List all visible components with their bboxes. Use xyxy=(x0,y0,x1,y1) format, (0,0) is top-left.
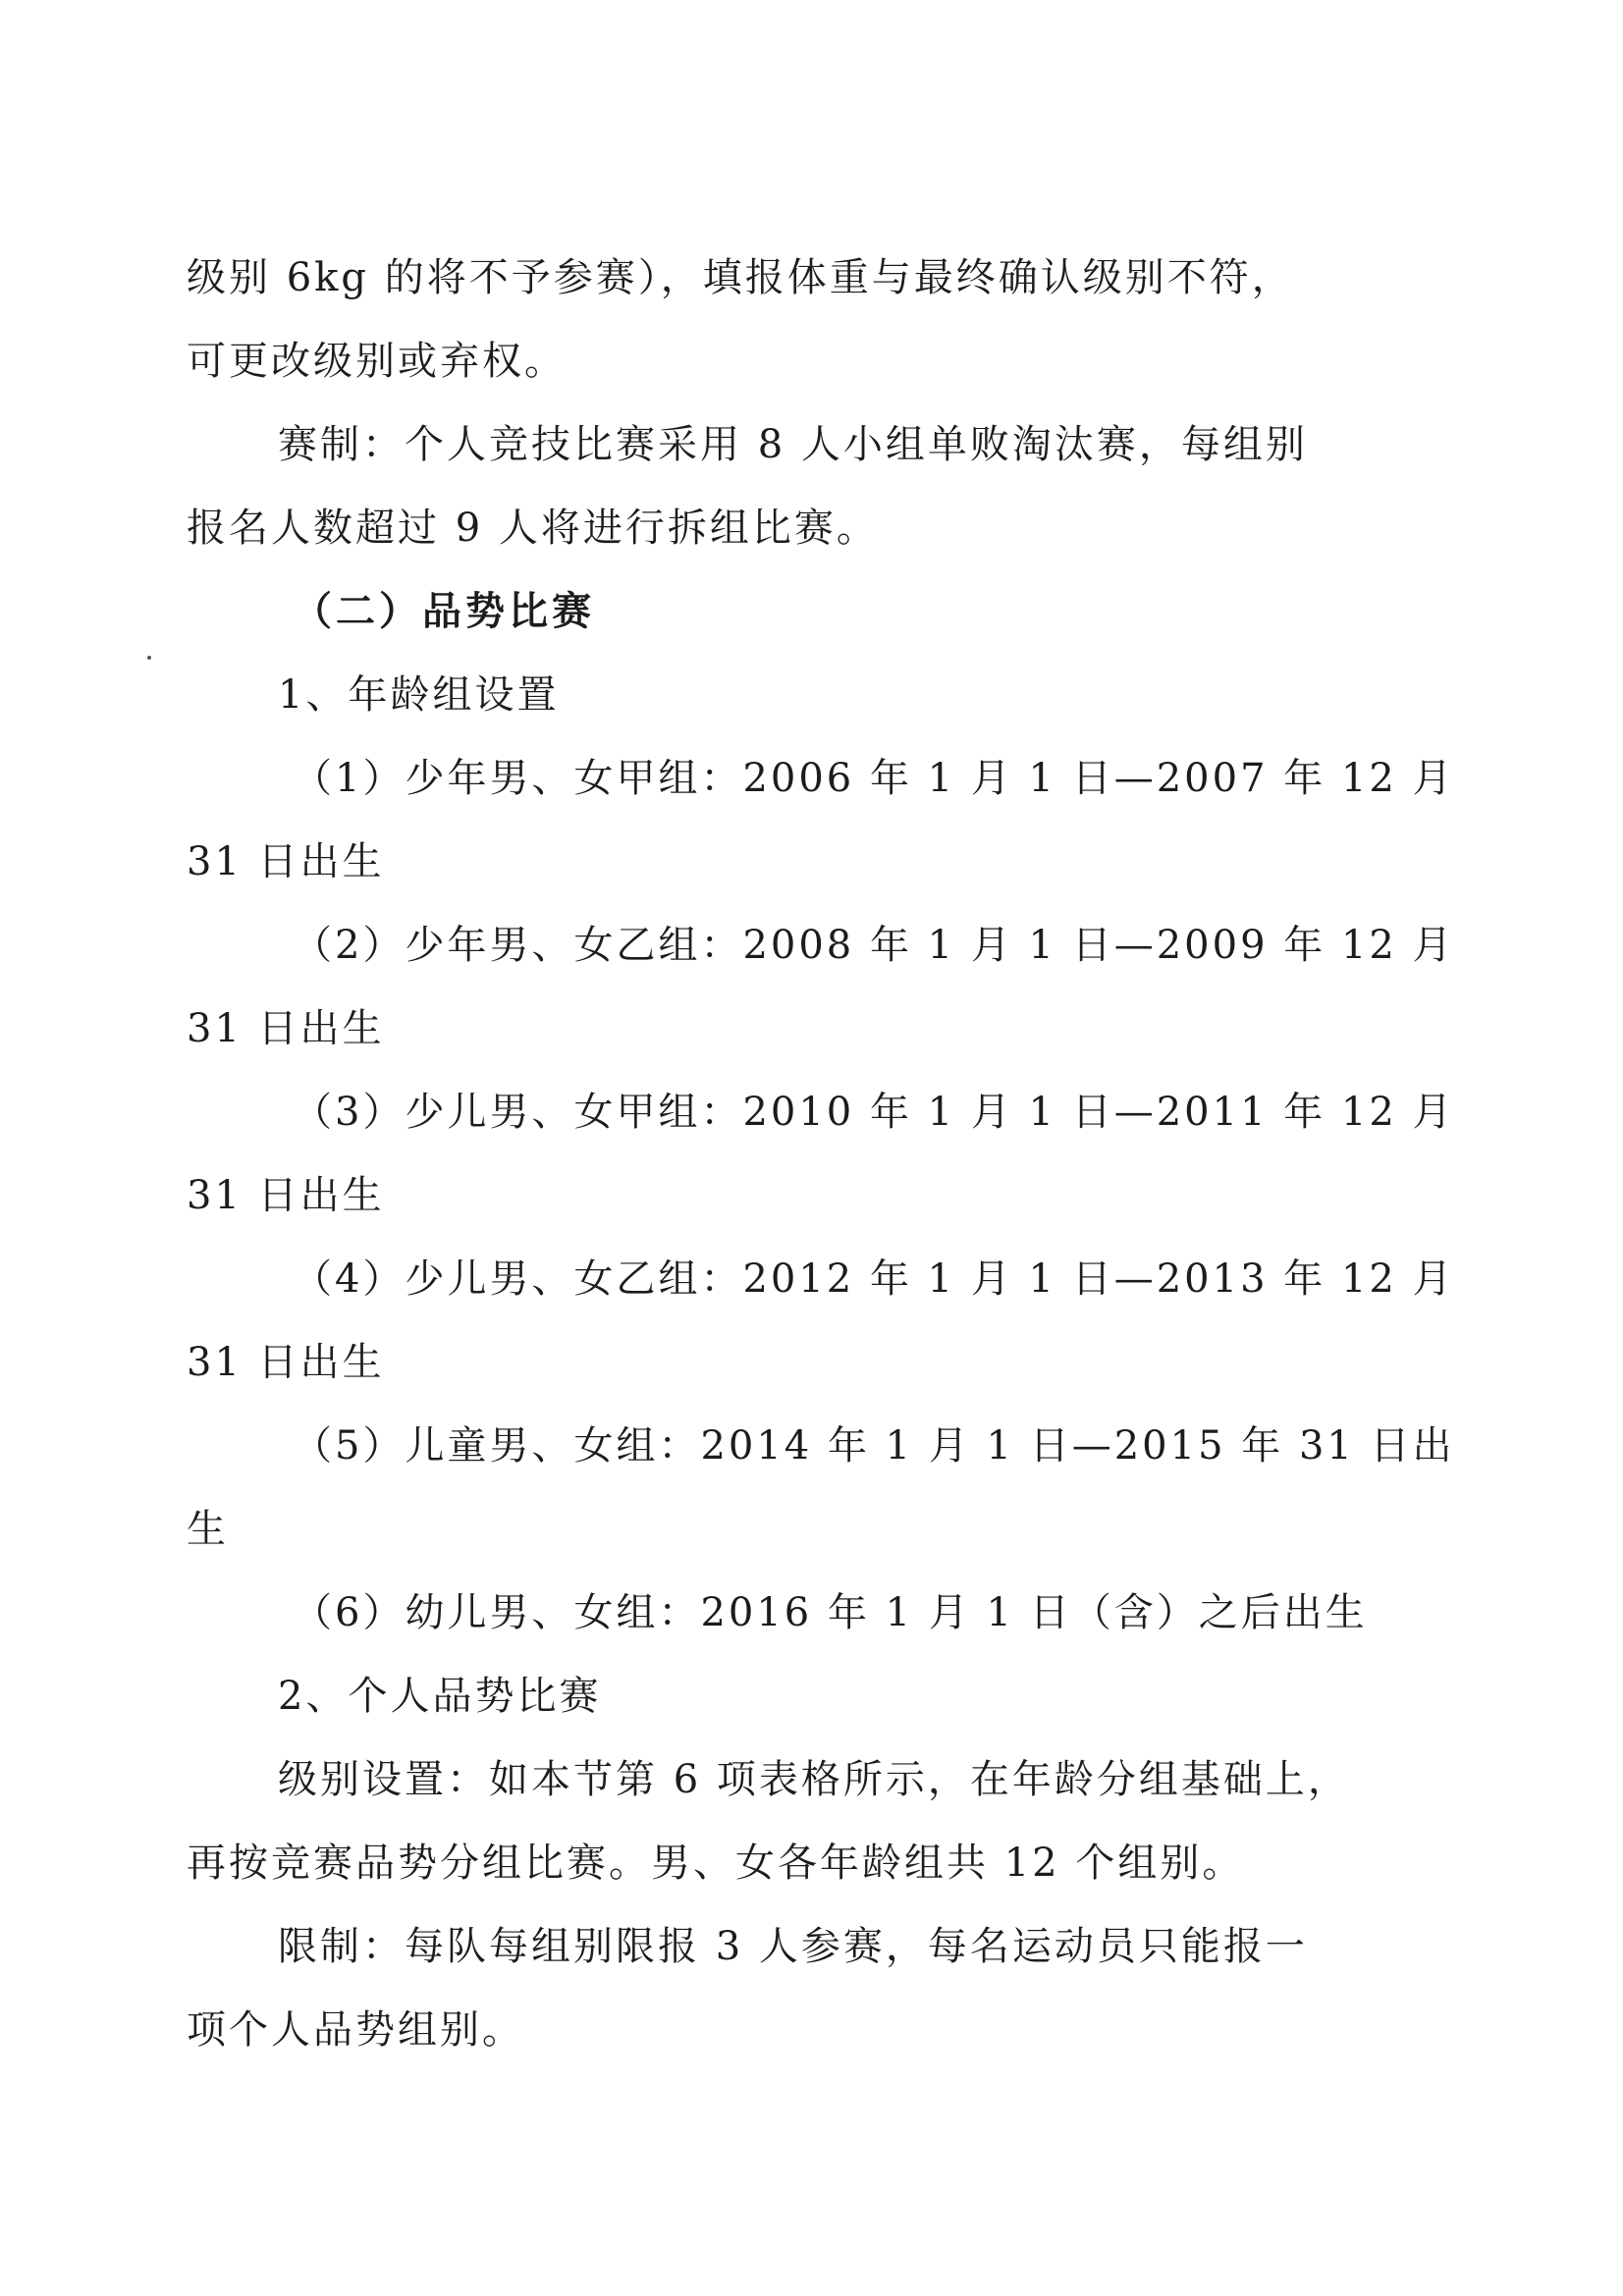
age-group-item-4: （4）少儿男、女乙组：2012 年 1 月 1 日—2013 年 12 月 xyxy=(293,1256,1455,1302)
paragraph-line-2: 可更改级别或弃权。 xyxy=(187,339,567,384)
age-group-item-2: （2）少年男、女乙组：2008 年 1 月 1 日—2009 年 12 月 xyxy=(293,923,1455,968)
age-group-item-3: （3）少儿男、女甲组：2010 年 1 月 1 日—2011 年 12 月 xyxy=(293,1090,1455,1135)
paragraph-line-level-setting-cont: 再按竞赛品势分组比赛。男、女各年龄组共 12 个组别。 xyxy=(187,1841,1245,1886)
age-group-item-1-cont: 31 日出生 xyxy=(187,839,385,884)
age-group-item-2-cont: 31 日出生 xyxy=(187,1006,385,1051)
age-group-item-4-cont: 31 日出生 xyxy=(187,1340,385,1385)
section-heading: （二）品势比赛 xyxy=(293,589,595,634)
paragraph-line-restriction-cont: 项个人品势组别。 xyxy=(187,2007,524,2053)
scan-speck xyxy=(147,656,151,660)
age-group-item-1: （1）少年男、女甲组：2006 年 1 月 1 日—2007 年 12 月 xyxy=(293,756,1455,801)
age-group-item-5-cont: 生 xyxy=(187,1507,229,1552)
paragraph-line-restriction: 限制：每队每组别限报 3 人参赛，每名运动员只能报一 xyxy=(278,1924,1308,1969)
age-group-item-6: （6）幼儿男、女组：2016 年 1 月 1 日（含）之后出生 xyxy=(293,1590,1368,1635)
paragraph-line-1: 级别 6kg 的将不予参赛），填报体重与最终确认级别不符， xyxy=(187,255,1294,300)
age-group-item-3-cont: 31 日出生 xyxy=(187,1173,385,1218)
paragraph-line-3: 赛制：个人竞技比赛采用 8 人小组单败淘汰赛，每组别 xyxy=(278,422,1308,467)
subsection-heading-individual-poomsae: 2、个人品势比赛 xyxy=(278,1674,602,1719)
subsection-heading-age-groups: 1、年龄组设置 xyxy=(278,672,560,718)
paragraph-line-level-setting: 级别设置：如本节第 6 项表格所示，在年龄分组基础上， xyxy=(278,1757,1350,1802)
age-group-item-5: （5）儿童男、女组：2014 年 1 月 1 日—2015 年 31 日出 xyxy=(293,1423,1455,1468)
paragraph-line-4: 报名人数超过 9 人将进行拆组比赛。 xyxy=(187,506,879,551)
